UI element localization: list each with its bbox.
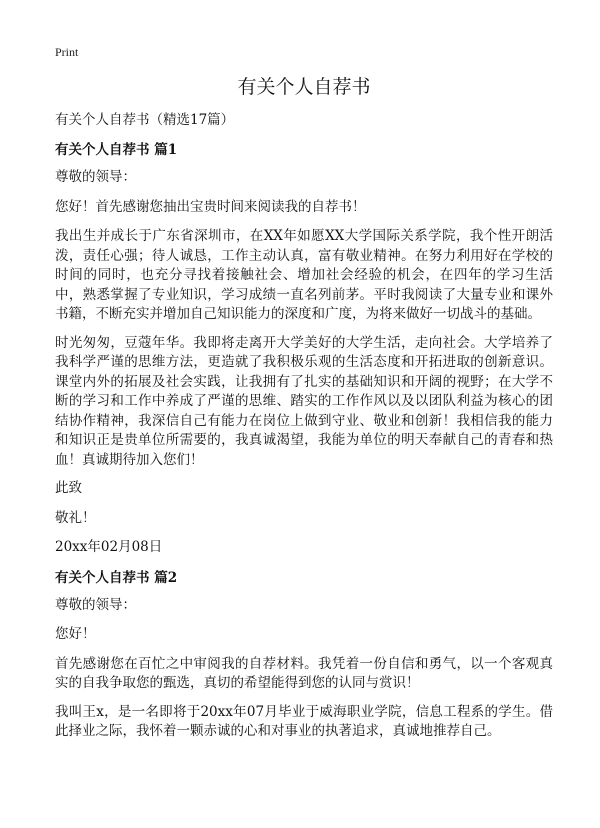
- document-subtitle: 有关个人自荐书（精选17篇）: [55, 112, 235, 128]
- salutation: 尊敬的领导：: [55, 169, 136, 185]
- section-heading: 有关个人自荐书 篇1: [55, 142, 178, 158]
- greeting: 您好！首先感谢您抽出宝贵时间来阅读我的自荐书！: [55, 198, 366, 215]
- salutation: 尊敬的领导：: [55, 596, 136, 613]
- body-paragraph: 首先感谢您在百忙之中审阅我的自荐材料。我凭着一份自信和勇气，以一个客观真实的自我争取您的甄选，真切的希望能得到您的认同与赏识！: [55, 655, 553, 691]
- date-line: 20xx年02月08日: [55, 539, 163, 555]
- section-heading: 有关个人自荐书 篇2: [55, 569, 178, 586]
- document-title: 有关个人自荐书: [237, 76, 371, 98]
- closing-line: 此致: [55, 480, 82, 496]
- body-paragraph: 我叫王x，是一名即将于20xx年07月毕业于威海职业学院，信息工程系的学生。借此择业之际，我怀着一颗赤诚的心和对事业的执著追求，真诚地推荐自己。: [55, 703, 553, 739]
- body-paragraph: 我出生并成长于广东省深圳市，在XX年如愿XX大学国际关系学院，我个性开朗活泼，责任心强；待人诚恳，工作主动认真，富有敬业精神。在努力利用好在学校的时间的同时，也充分寻找着接触社会、增加社会经验的机会，在四年的学习生活中，熟悉掌握了专业知识，学习成绩一直名列前茅。平时我阅读了大量专业和课外书籍，不断充实并增加自己知识能力的深度和广度，为将来做好一切战斗的基础。: [55, 228, 553, 322]
- closing-line: 敬礼！: [55, 509, 96, 526]
- section-2: [55, 568, 553, 742]
- print-link[interactable]: Print: [55, 45, 79, 59]
- body-paragraph: 时光匆匆，豆蔻年华。我即将走离开大学美好的大学生活，走向社会。大学培养了我科学严谨的思维方法，更造就了我积极乐观的生活态度和开拓进取的创新意识。课堂内外的拓展及社会实践，让我拥有了扎实的基础知识和开阔的视野；在大学不断的学习和工作中养成了严谨的思维、踏实的工作作风以及以团队利益为核心的团结协作精神，我深信自己有能力在岗位上做到守业、敬业和创新！我相信我的能力和知识正是贵单位所需要的，我真诚渴望，我能为单位的明天奉献自己的青春和热血！真诚期待加入您们！: [55, 334, 553, 468]
- greeting: 您好！: [55, 626, 96, 642]
- section-1: [55, 140, 553, 558]
